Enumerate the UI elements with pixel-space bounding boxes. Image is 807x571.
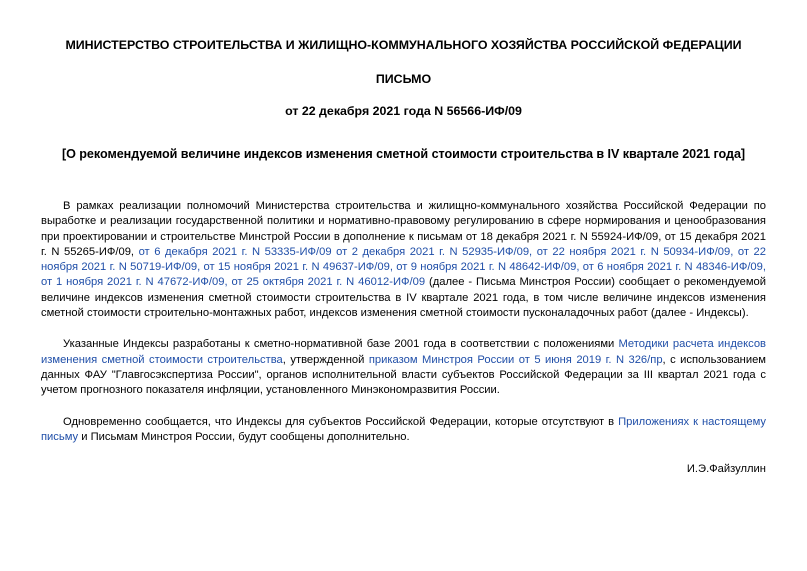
- body-paragraph-2: [41, 337, 766, 398]
- paragraph-2-middle: , утвержденной: [282, 353, 369, 366]
- ministry-name: МИНИСТЕРСТВО СТРОИТЕЛЬСТВА И ЖИЛИЩНО-КОММУНАЛЬНОГО ХОЗЯЙСТВА РОССИЙСКОЙ ФЕДЕРАЦИИ: [65, 38, 742, 52]
- paragraph-1-outro: (далее - Письма Минстроя России) сообщает о рекомендуемой величине индексов изменения сметной стоимости строительства в IV квартале 2021 года, в том числе величине индексов изменения сметной стоимости строительно-монтажных работ, индексов изменения сметной стоимости пусконаладочных работ (далее - Индексы).: [41, 276, 766, 320]
- paragraph-1-intro: В рамках реализации полномочий Министерства строительства и жилищно-коммунального хозяйства Российской Федерации по выработке и реализации государственной политики и нормативно-правовому регулированию в сфере нормирования и ценообразования при проектировании и строительстве Минстрой России в дополнение к письмам от 18 декабря 2021 г. N 55924-ИФ/09, от 15 декабря 2021 г. N 55265-ИФ/09,: [41, 200, 766, 258]
- link-methodology[interactable]: Методики расчета индексов изменения сметной стоимости строительства: [41, 338, 766, 366]
- document-type: ПИСЬМО: [375, 72, 432, 86]
- link-order-326[interactable]: приказом Минстроя России от 5 июня 2019 г. N 326/пр: [368, 353, 663, 366]
- document-title: [О рекомендуемой величине индексов изменения сметной стоимости строительства в IV квартале 2021 года]: [61, 147, 746, 161]
- signature: И.Э.Файзуллин: [686, 463, 766, 476]
- paragraph-3-outro: и Письмам Минстроя России, будут сообщены дополнительно.: [78, 430, 410, 443]
- body-paragraph-3: [41, 415, 766, 446]
- paragraph-2-outro: , с использованием данных ФАУ "Главгосэкспертиза России", органов исполнительной власти субъектов Российской Федерации за III квартал 2021 года с учетом прогнозного показателя инфляции, установленного Минэкономразвития России.: [41, 353, 767, 397]
- document-date-number: от 22 декабря 2021 года N 56566-ИФ/09: [285, 104, 522, 118]
- paragraph-2-intro: Указанные Индексы разработаны к сметно-нормативной базе 2001 года в соответствии с положениями: [63, 338, 619, 351]
- paragraph-3-intro: Одновременно сообщается, что Индексы для субъектов Российской Федерации, которые отсутствуют в: [63, 415, 619, 428]
- link-appendices[interactable]: Приложениях к настоящему письму: [41, 415, 766, 443]
- body-paragraph-1: [41, 199, 766, 321]
- link-previous-letters[interactable]: от 6 декабря 2021 г. N 53335-ИФ/09 от 2 декабря 2021 г. N 52935-ИФ/09, от 22 ноября 2021 г. N 50934-ИФ/09, от 22 ноября 2021 г. N 50719-ИФ/09, от 15 ноября 2021 г. N 49637-ИФ/09, от 9 ноября 2021 г. N 48642-ИФ/09, от 6 ноября 2021 г. N 48346-ИФ/09, от 1 ноября 2021 г. N 47672-ИФ/09, от 25 октября 2021 г. N 46012-ИФ/09: [41, 245, 766, 289]
